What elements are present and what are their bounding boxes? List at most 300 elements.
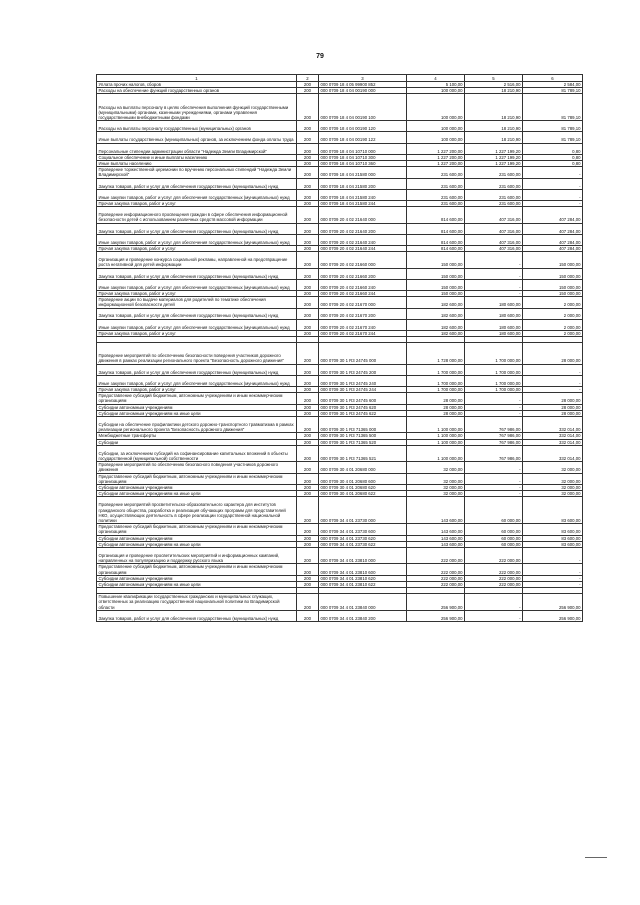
table-row	[97, 121, 583, 132]
row-line-code-cell: 200	[297, 410, 319, 416]
row-budget-class-code-cell: 000 0709 34 4 01 23810 620	[319, 575, 407, 581]
row-executed-amount-cell: 767 986,00	[465, 439, 523, 445]
row-executed-amount-cell: 407 316,00	[465, 223, 523, 234]
row-budget-class-code-cell: 000 0709 18 4 04 21580 240	[319, 189, 407, 200]
row-budget-class-code-cell: 000 0709 34 4 01 23730 600	[319, 524, 407, 535]
row-executed-amount-cell: 60 000,00	[465, 524, 523, 535]
row-name-cell: Закупка товаров, работ и услуг для обеспечения государственных (муниципальных) нужд	[97, 268, 297, 279]
row-line-code-cell: 200	[297, 178, 319, 189]
row-executed-amount-cell: 60 000,00	[465, 541, 523, 547]
row-line-code-cell: 200	[297, 575, 319, 581]
row-unexecuted-amount-cell: 2 000,00	[523, 319, 583, 330]
row-executed-amount-cell: -	[465, 610, 523, 621]
row-approved-amount-cell: 143 600,00	[407, 524, 465, 535]
row-executed-amount-cell: 180 600,00	[465, 330, 523, 336]
row-budget-class-code-cell: 000 0709 20 4 02 21660 000	[319, 252, 407, 268]
header-col-5: 5	[465, 75, 523, 82]
row-approved-amount-cell: 100 000,00	[407, 132, 465, 143]
table-row	[97, 548, 583, 564]
row-unexecuted-amount-cell: 81 789,10	[523, 132, 583, 143]
row-unexecuted-amount-cell: 150 000,00	[523, 290, 583, 296]
row-line-code-cell: 200	[297, 132, 319, 143]
row-unexecuted-amount-cell: -	[523, 178, 583, 189]
row-unexecuted-amount-cell: 81 789,10	[523, 88, 583, 94]
row-executed-amount-cell: 222 000,00	[465, 564, 523, 575]
table-row	[97, 167, 583, 178]
row-name-cell: Предоставление субсидий бюджетным, автономным учреждениям и иным некоммерческим организациям	[97, 393, 297, 404]
row-approved-amount-cell: 100 000,00	[407, 94, 465, 121]
table-row	[97, 541, 583, 547]
row-line-code-cell: 200	[297, 121, 319, 132]
row-unexecuted-amount-cell: -	[523, 564, 583, 575]
row-unexecuted-amount-cell: 28 000,00	[523, 343, 583, 365]
row-line-code-cell: 200	[297, 94, 319, 121]
row-name-cell: Предоставление субсидий бюджетным, автономным учреждениям и иным некоммерческим организациям	[97, 524, 297, 535]
row-line-code-cell: 200	[297, 524, 319, 535]
row-executed-amount-cell: 407 316,00	[465, 234, 523, 245]
row-line-code-cell: 200	[297, 564, 319, 575]
row-approved-amount-cell: 28 000,00	[407, 393, 465, 404]
row-executed-amount-cell: -	[465, 404, 523, 410]
row-unexecuted-amount-cell: -	[523, 387, 583, 393]
row-executed-amount-cell: 231 600,00	[465, 200, 523, 206]
row-executed-amount-cell: 222 000,00	[465, 582, 523, 588]
row-unexecuted-amount-cell: 407 284,00	[523, 223, 583, 234]
table-row	[97, 132, 583, 143]
row-name-cell: Расходы на выплаты персоналу в целях обеспечения выполнения функций государственными (муниципальными) органами, казенными учреждениями, органами управления государственными внебюджетными фондами	[97, 94, 297, 121]
row-budget-class-code-cell: 000 0709 34 4 01 23840 200	[319, 610, 407, 621]
row-line-code-cell: 200	[297, 404, 319, 410]
row-budget-class-code-cell: 000 0709 30 1 R3 24745 620	[319, 404, 407, 410]
row-executed-amount-cell: -	[465, 393, 523, 404]
row-line-code-cell: 200	[297, 308, 319, 319]
row-name-cell: Проведение мероприятий по обеспечению безопасности поведения участников дорожного движения в рамках реализации регионального проекта "Безопасность дорожного движения"	[97, 343, 297, 365]
row-budget-class-code-cell: 000 0709 20 4 02 21640 000	[319, 207, 407, 223]
row-line-code-cell: 200	[297, 439, 319, 445]
row-unexecuted-amount-cell: 83 600,00	[523, 497, 583, 524]
row-name-cell: Прочая закупка товаров, работ и услуг	[97, 245, 297, 251]
row-executed-amount-cell: 767 986,00	[465, 417, 523, 433]
row-name-cell: Социальное обеспечение и иные выплаты населению	[97, 154, 297, 160]
row-name-cell: Организация и проведение просветительских мероприятий и информационных кампаний, направленных на популяризацию и поддержку русского языка	[97, 548, 297, 564]
row-approved-amount-cell: 28 000,00	[407, 404, 465, 410]
row-name-cell: Субсидии автономным учреждениям на иные цели	[97, 491, 297, 497]
row-name-cell: Персональные стипендии администрации области "Надежда Земли Владимирской"	[97, 143, 297, 154]
row-executed-amount-cell: -	[465, 491, 523, 497]
table-row	[97, 143, 583, 154]
row-approved-amount-cell: 231 600,00	[407, 200, 465, 206]
row-approved-amount-cell: 28 000,00	[407, 410, 465, 416]
row-unexecuted-amount-cell: -	[523, 200, 583, 206]
table-row	[97, 575, 583, 581]
row-name-cell: Проведение торжественной церемонии по вручению персональных стипендий "Надежда Земли Владимирской"	[97, 167, 297, 178]
table-row	[97, 375, 583, 386]
row-executed-amount-cell: 767 986,00	[465, 433, 523, 439]
row-name-cell: Субсидии автономным учреждениям на иные цели	[97, 582, 297, 588]
row-executed-amount-cell: 231 600,00	[465, 189, 523, 200]
row-unexecuted-amount-cell: 2 000,00	[523, 308, 583, 319]
row-approved-amount-cell: 814 600,00	[407, 245, 465, 251]
table-row	[97, 497, 583, 524]
table-row	[97, 189, 583, 200]
row-unexecuted-amount-cell: 81 789,10	[523, 121, 583, 132]
row-executed-amount-cell: -	[465, 279, 523, 290]
row-executed-amount-cell: 222 000,00	[465, 575, 523, 581]
row-unexecuted-amount-cell: 150 000,00	[523, 252, 583, 268]
row-approved-amount-cell: 32 000,00	[407, 485, 465, 491]
table-row	[97, 319, 583, 330]
row-unexecuted-amount-cell: 32 000,00	[523, 473, 583, 484]
row-approved-amount-cell: 1 728 000,00	[407, 343, 465, 365]
table-row	[97, 297, 583, 308]
row-executed-amount-cell: 18 210,90	[465, 88, 523, 94]
row-budget-class-code-cell: 000 0709 20 4 02 21640 244	[319, 245, 407, 251]
row-name-cell: Субсидии автономным учреждениям	[97, 485, 297, 491]
row-budget-class-code-cell: 000 0709 30 1 R3 71365 500	[319, 433, 407, 439]
row-executed-amount-cell: -	[465, 268, 523, 279]
row-approved-amount-cell: 1 700 000,00	[407, 387, 465, 393]
row-approved-amount-cell: 182 600,00	[407, 319, 465, 330]
row-unexecuted-amount-cell: 256 900,00	[523, 594, 583, 611]
row-budget-class-code-cell: 000 0709 34 4 01 23810 000	[319, 548, 407, 564]
row-executed-amount-cell: -	[465, 473, 523, 484]
header-col-1: 1	[97, 75, 297, 82]
row-approved-amount-cell: 150 000,00	[407, 279, 465, 290]
row-line-code-cell: 200	[297, 610, 319, 621]
row-unexecuted-amount-cell: -	[523, 582, 583, 588]
row-name-cell: Иные закупки товаров, работ и услуг для обеспечения государственных (муниципальных) нужд	[97, 189, 297, 200]
row-unexecuted-amount-cell: 32 000,00	[523, 491, 583, 497]
row-name-cell: Субсидии автономным учреждениям на иные цели	[97, 541, 297, 547]
row-budget-class-code-cell: 000 0709 34 4 01 23730 000	[319, 497, 407, 524]
row-unexecuted-amount-cell: 407 284,00	[523, 234, 583, 245]
row-approved-amount-cell: 256 900,00	[407, 594, 465, 611]
row-unexecuted-amount-cell: -	[523, 189, 583, 200]
row-name-cell: Субсидии автономным учреждениям	[97, 575, 297, 581]
row-unexecuted-amount-cell: 332 014,00	[523, 433, 583, 439]
row-unexecuted-amount-cell: 81 789,10	[523, 94, 583, 121]
row-budget-class-code-cell: 000 0709 18 4 04 10710 000	[319, 143, 407, 154]
row-name-cell: Проведение информационного просвещения граждан в сфере обеспечения информационной безопасности детей с использованием различных средств массовой информации	[97, 207, 297, 223]
row-budget-class-code-cell: 000 0709 30 1 R3 24745 244	[319, 387, 407, 393]
row-approved-amount-cell: 1 227 200,00	[407, 154, 465, 160]
row-name-cell: Субсидии, за исключением субсидий на софинансирование капитальных вложений в объекты государственной (муниципальной) собственности	[97, 445, 297, 461]
row-budget-class-code-cell: 000 0709 18 4 04 10710 360	[319, 160, 407, 166]
row-executed-amount-cell: 1 700 000,00	[465, 387, 523, 393]
row-unexecuted-amount-cell: -	[523, 548, 583, 564]
row-line-code-cell: 200	[297, 485, 319, 491]
row-executed-amount-cell: -	[465, 462, 523, 473]
row-line-code-cell: 200	[297, 473, 319, 484]
row-approved-amount-cell: 1 100 000,00	[407, 417, 465, 433]
table-row	[97, 594, 583, 611]
row-line-code-cell: 200	[297, 343, 319, 365]
row-unexecuted-amount-cell: 332 014,00	[523, 445, 583, 461]
row-budget-class-code-cell: 000 0709 34 4 01 23810 622	[319, 582, 407, 588]
row-budget-class-code-cell: 000 0709 30 1 R3 71365 520	[319, 439, 407, 445]
row-budget-class-code-cell: 000 0709 30 1 R3 24745 240	[319, 375, 407, 386]
table-row	[97, 268, 583, 279]
row-approved-amount-cell: 814 600,00	[407, 207, 465, 223]
table-row	[97, 473, 583, 484]
header-col-6: 6	[523, 75, 583, 82]
row-unexecuted-amount-cell: 407 284,00	[523, 245, 583, 251]
row-name-cell: Субсидии автономным учреждениям	[97, 404, 297, 410]
row-unexecuted-amount-cell: 83 600,00	[523, 541, 583, 547]
row-executed-amount-cell: -	[465, 594, 523, 611]
row-approved-amount-cell: 32 000,00	[407, 473, 465, 484]
row-line-code-cell: 200	[297, 387, 319, 393]
row-budget-class-code-cell: 000 0709 34 4 01 23730 622	[319, 541, 407, 547]
row-approved-amount-cell: 32 000,00	[407, 462, 465, 473]
row-unexecuted-amount-cell: -	[523, 167, 583, 178]
row-unexecuted-amount-cell: 83 600,00	[523, 524, 583, 535]
row-executed-amount-cell: 2 516,00	[465, 82, 523, 88]
row-line-code-cell: 200	[297, 268, 319, 279]
row-executed-amount-cell: -	[465, 290, 523, 296]
row-budget-class-code-cell: 000 0709 30 1 R3 24745 200	[319, 364, 407, 375]
row-approved-amount-cell: 182 600,00	[407, 330, 465, 336]
row-line-code-cell: 200	[297, 393, 319, 404]
table-row	[97, 178, 583, 189]
row-line-code-cell: 200	[297, 535, 319, 541]
row-budget-class-code-cell: 000 0709 18 4 04 00190 000	[319, 88, 407, 94]
row-line-code-cell: 200	[297, 375, 319, 386]
row-name-cell: Межбюджетные трансферты	[97, 433, 297, 439]
row-executed-amount-cell: 1 700 000,00	[465, 364, 523, 375]
row-budget-class-code-cell: 000 0709 20 4 02 21670 200	[319, 308, 407, 319]
row-name-cell: Уплата прочих налогов, сборов	[97, 82, 297, 88]
row-line-code-cell: 200	[297, 160, 319, 166]
row-line-code-cell: 200	[297, 234, 319, 245]
row-unexecuted-amount-cell: 32 000,00	[523, 485, 583, 491]
row-approved-amount-cell: 1 100 000,00	[407, 445, 465, 461]
table-row	[97, 223, 583, 234]
row-unexecuted-amount-cell: 332 014,00	[523, 439, 583, 445]
row-approved-amount-cell: 143 600,00	[407, 535, 465, 541]
row-executed-amount-cell: 231 600,00	[465, 167, 523, 178]
row-name-cell: Иные выплаты государственных (муниципальных) органов, за исключением фонда оплаты труда	[97, 132, 297, 143]
page-number: 79	[316, 53, 324, 60]
row-line-code-cell: 200	[297, 319, 319, 330]
row-executed-amount-cell: -	[465, 410, 523, 416]
row-name-cell: Проведение мероприятий просветительско-образовательного характера для институтов гражданского общества, разработка и реализация обучающих программ для представителей НКО, осуществляющих деятельность в сфере реализации государственной национальной политики	[97, 497, 297, 524]
row-name-cell: Иные закупки товаров, работ и услуг для обеспечения государственных (муниципальных) нужд	[97, 319, 297, 330]
row-line-code-cell: 200	[297, 433, 319, 439]
row-budget-class-code-cell: 000 0709 20 4 02 21660 244	[319, 290, 407, 296]
row-name-cell: Закупка товаров, работ и услуг для обеспечения государственных (муниципальных) нужд	[97, 308, 297, 319]
table-row	[97, 88, 583, 94]
row-name-cell: Прочая закупка товаров, работ и услуг	[97, 290, 297, 296]
row-name-cell: Предоставление субсидий бюджетным, автономным учреждениям и иным некоммерческим организациям	[97, 473, 297, 484]
row-executed-amount-cell: 231 600,00	[465, 178, 523, 189]
table-row	[97, 582, 583, 588]
row-unexecuted-amount-cell: 0,80	[523, 160, 583, 166]
row-approved-amount-cell: 222 000,00	[407, 564, 465, 575]
row-name-cell: Закупка товаров, работ и услуг для обеспечения государственных (муниципальных) нужд	[97, 223, 297, 234]
row-executed-amount-cell: 18 210,90	[465, 94, 523, 121]
table-row	[97, 524, 583, 535]
row-budget-class-code-cell: 000 0709 30 4 01 20680 622	[319, 491, 407, 497]
table-row	[97, 94, 583, 121]
row-line-code-cell: 200	[297, 82, 319, 88]
row-budget-class-code-cell: 000 0709 20 4 02 21670 000	[319, 297, 407, 308]
row-executed-amount-cell: 180 600,00	[465, 319, 523, 330]
row-line-code-cell: 200	[297, 541, 319, 547]
row-name-cell: Прочая закупка товаров, работ и услуг	[97, 330, 297, 336]
row-unexecuted-amount-cell: 2 000,00	[523, 297, 583, 308]
row-line-code-cell: 200	[297, 497, 319, 524]
row-approved-amount-cell: 1 700 000,00	[407, 364, 465, 375]
row-budget-class-code-cell: 000 0709 30 1 R3 71365 000	[319, 417, 407, 433]
row-executed-amount-cell: 60 000,00	[465, 535, 523, 541]
row-approved-amount-cell: 814 600,00	[407, 234, 465, 245]
row-name-cell: Иные закупки товаров, работ и услуг для обеспечения государственных (муниципальных) нужд	[97, 234, 297, 245]
row-name-cell: Проведение мероприятий по обеспечению безопасного поведения участников дорожного движения	[97, 462, 297, 473]
row-approved-amount-cell: 231 600,00	[407, 189, 465, 200]
row-line-code-cell: 200	[297, 200, 319, 206]
row-line-code-cell: 200	[297, 167, 319, 178]
header-col-4: 4	[407, 75, 465, 82]
row-executed-amount-cell: 18 210,90	[465, 132, 523, 143]
row-budget-class-code-cell: 000 0709 18 4 04 00190 122	[319, 132, 407, 143]
row-approved-amount-cell: 150 000,00	[407, 252, 465, 268]
footer-mark	[585, 857, 607, 858]
row-line-code-cell: 200	[297, 252, 319, 268]
row-approved-amount-cell: 222 000,00	[407, 575, 465, 581]
row-line-code-cell: 200	[297, 223, 319, 234]
header-col-3: 3	[319, 75, 407, 82]
row-approved-amount-cell: 100 000,00	[407, 121, 465, 132]
row-name-cell: Субсидии автономным учреждениям	[97, 535, 297, 541]
row-name-cell: Закупка товаров, работ и услуг для обеспечения государственных (муниципальных) нужд	[97, 610, 297, 621]
row-executed-amount-cell: 222 000,00	[465, 548, 523, 564]
row-approved-amount-cell: 231 600,00	[407, 178, 465, 189]
row-budget-class-code-cell: 000 0709 20 4 02 21670 240	[319, 319, 407, 330]
row-name-cell: Иные выплаты населению	[97, 160, 297, 166]
table-row	[97, 308, 583, 319]
row-name-cell: Иные закупки товаров, работ и услуг для обеспечения государственных (муниципальных) нужд	[97, 375, 297, 386]
table-row	[97, 245, 583, 251]
row-executed-amount-cell: 1 700 000,00	[465, 343, 523, 365]
row-approved-amount-cell: 143 600,00	[407, 497, 465, 524]
row-budget-class-code-cell: 000 0709 18 4 04 21580 200	[319, 178, 407, 189]
row-budget-class-code-cell: 000 0709 20 4 02 21640 200	[319, 223, 407, 234]
header-row	[97, 75, 583, 82]
table-row	[97, 417, 583, 433]
row-approved-amount-cell: 1 700 000,00	[407, 375, 465, 386]
row-executed-amount-cell: 180 600,00	[465, 308, 523, 319]
row-budget-class-code-cell: 000 0709 20 4 02 21670 244	[319, 330, 407, 336]
row-executed-amount-cell: 1 227 199,20	[465, 143, 523, 154]
row-unexecuted-amount-cell: 256 900,00	[523, 610, 583, 621]
row-budget-class-code-cell: 000 0709 18 4 04 21580 244	[319, 200, 407, 206]
row-line-code-cell: 200	[297, 143, 319, 154]
table-row	[97, 535, 583, 541]
row-unexecuted-amount-cell: 0,80	[523, 154, 583, 160]
row-approved-amount-cell: 1 227 200,00	[407, 143, 465, 154]
row-approved-amount-cell: 222 000,00	[407, 548, 465, 564]
row-executed-amount-cell: 407 316,00	[465, 207, 523, 223]
row-line-code-cell: 200	[297, 417, 319, 433]
row-executed-amount-cell: 60 000,00	[465, 497, 523, 524]
row-approved-amount-cell: 150 000,00	[407, 268, 465, 279]
row-executed-amount-cell: 1 700 000,00	[465, 375, 523, 386]
table-row	[97, 154, 583, 160]
row-budget-class-code-cell: 000 0709 18 4 04 21580 000	[319, 167, 407, 178]
row-unexecuted-amount-cell: 150 000,00	[523, 279, 583, 290]
row-budget-class-code-cell: 000 0709 18 4 04 00190 120	[319, 121, 407, 132]
row-name-cell: Расходы на выплаты персоналу государственных (муниципальных) органов	[97, 121, 297, 132]
row-approved-amount-cell: 100 000,00	[407, 88, 465, 94]
table-row	[97, 393, 583, 404]
table-row	[97, 564, 583, 575]
row-unexecuted-amount-cell: 150 000,00	[523, 268, 583, 279]
row-unexecuted-amount-cell: 28 000,00	[523, 404, 583, 410]
row-line-code-cell: 200	[297, 154, 319, 160]
row-name-cell: Иные закупки товаров, работ и услуг для обеспечения государственных (муниципальных) нужд	[97, 279, 297, 290]
row-approved-amount-cell: 32 000,00	[407, 491, 465, 497]
row-line-code-cell: 200	[297, 445, 319, 461]
row-line-code-cell: 200	[297, 189, 319, 200]
table-row	[97, 462, 583, 473]
row-executed-amount-cell: -	[465, 485, 523, 491]
row-line-code-cell: 200	[297, 207, 319, 223]
row-budget-class-code-cell: 000 0709 20 4 02 21660 240	[319, 279, 407, 290]
row-executed-amount-cell: 18 210,90	[465, 121, 523, 132]
row-line-code-cell: 200	[297, 462, 319, 473]
row-approved-amount-cell: 1 227 200,00	[407, 160, 465, 166]
row-name-cell: Субсидии автономным учреждениям на иные цели	[97, 410, 297, 416]
row-approved-amount-cell: 256 900,00	[407, 610, 465, 621]
row-line-code-cell: 200	[297, 245, 319, 251]
row-budget-class-code-cell: 000 0709 18 4 05 99900 852	[319, 82, 407, 88]
table-row	[97, 330, 583, 336]
row-line-code-cell: 200	[297, 491, 319, 497]
header-col-2: 2	[297, 75, 319, 82]
row-line-code-cell: 200	[297, 297, 319, 308]
row-unexecuted-amount-cell: 28 000,00	[523, 410, 583, 416]
row-budget-class-code-cell: 000 0709 20 4 02 21640 240	[319, 234, 407, 245]
row-budget-class-code-cell: 000 0709 30 1 R3 71365 521	[319, 445, 407, 461]
row-line-code-cell: 200	[297, 582, 319, 588]
budget-execution-table	[96, 74, 583, 622]
row-name-cell: Прочая закупка товаров, работ и услуг	[97, 387, 297, 393]
row-budget-class-code-cell: 000 0709 30 1 R3 24745 600	[319, 393, 407, 404]
table-row	[97, 200, 583, 206]
row-executed-amount-cell: 1 227 199,20	[465, 160, 523, 166]
row-line-code-cell: 200	[297, 594, 319, 611]
row-unexecuted-amount-cell: 2 584,00	[523, 82, 583, 88]
row-name-cell: Субсидии на обеспечение профилактики детского дорожно-транспортного травматизма в рамках реализации регионального проекта "Безопасность дорожного движения"	[97, 417, 297, 433]
row-unexecuted-amount-cell: -	[523, 375, 583, 386]
row-approved-amount-cell: 150 000,00	[407, 290, 465, 296]
table-row	[97, 445, 583, 461]
row-line-code-cell: 200	[297, 290, 319, 296]
row-name-cell: Расходы на обеспечение функций государственных органов	[97, 88, 297, 94]
table-row	[97, 252, 583, 268]
row-budget-class-code-cell: 000 0709 20 4 02 21660 200	[319, 268, 407, 279]
row-name-cell: Повышение квалификации государственных гражданских и муниципальных служащих, ответственных за реализацию государственной национальной политики во Владимирской области	[97, 594, 297, 611]
row-approved-amount-cell: 814 600,00	[407, 223, 465, 234]
table-row	[97, 234, 583, 245]
row-unexecuted-amount-cell: 0,80	[523, 143, 583, 154]
row-approved-amount-cell: 5 100,00	[407, 82, 465, 88]
row-unexecuted-amount-cell: -	[523, 364, 583, 375]
row-approved-amount-cell: 182 600,00	[407, 297, 465, 308]
row-approved-amount-cell: 231 600,00	[407, 167, 465, 178]
row-approved-amount-cell: 222 000,00	[407, 582, 465, 588]
